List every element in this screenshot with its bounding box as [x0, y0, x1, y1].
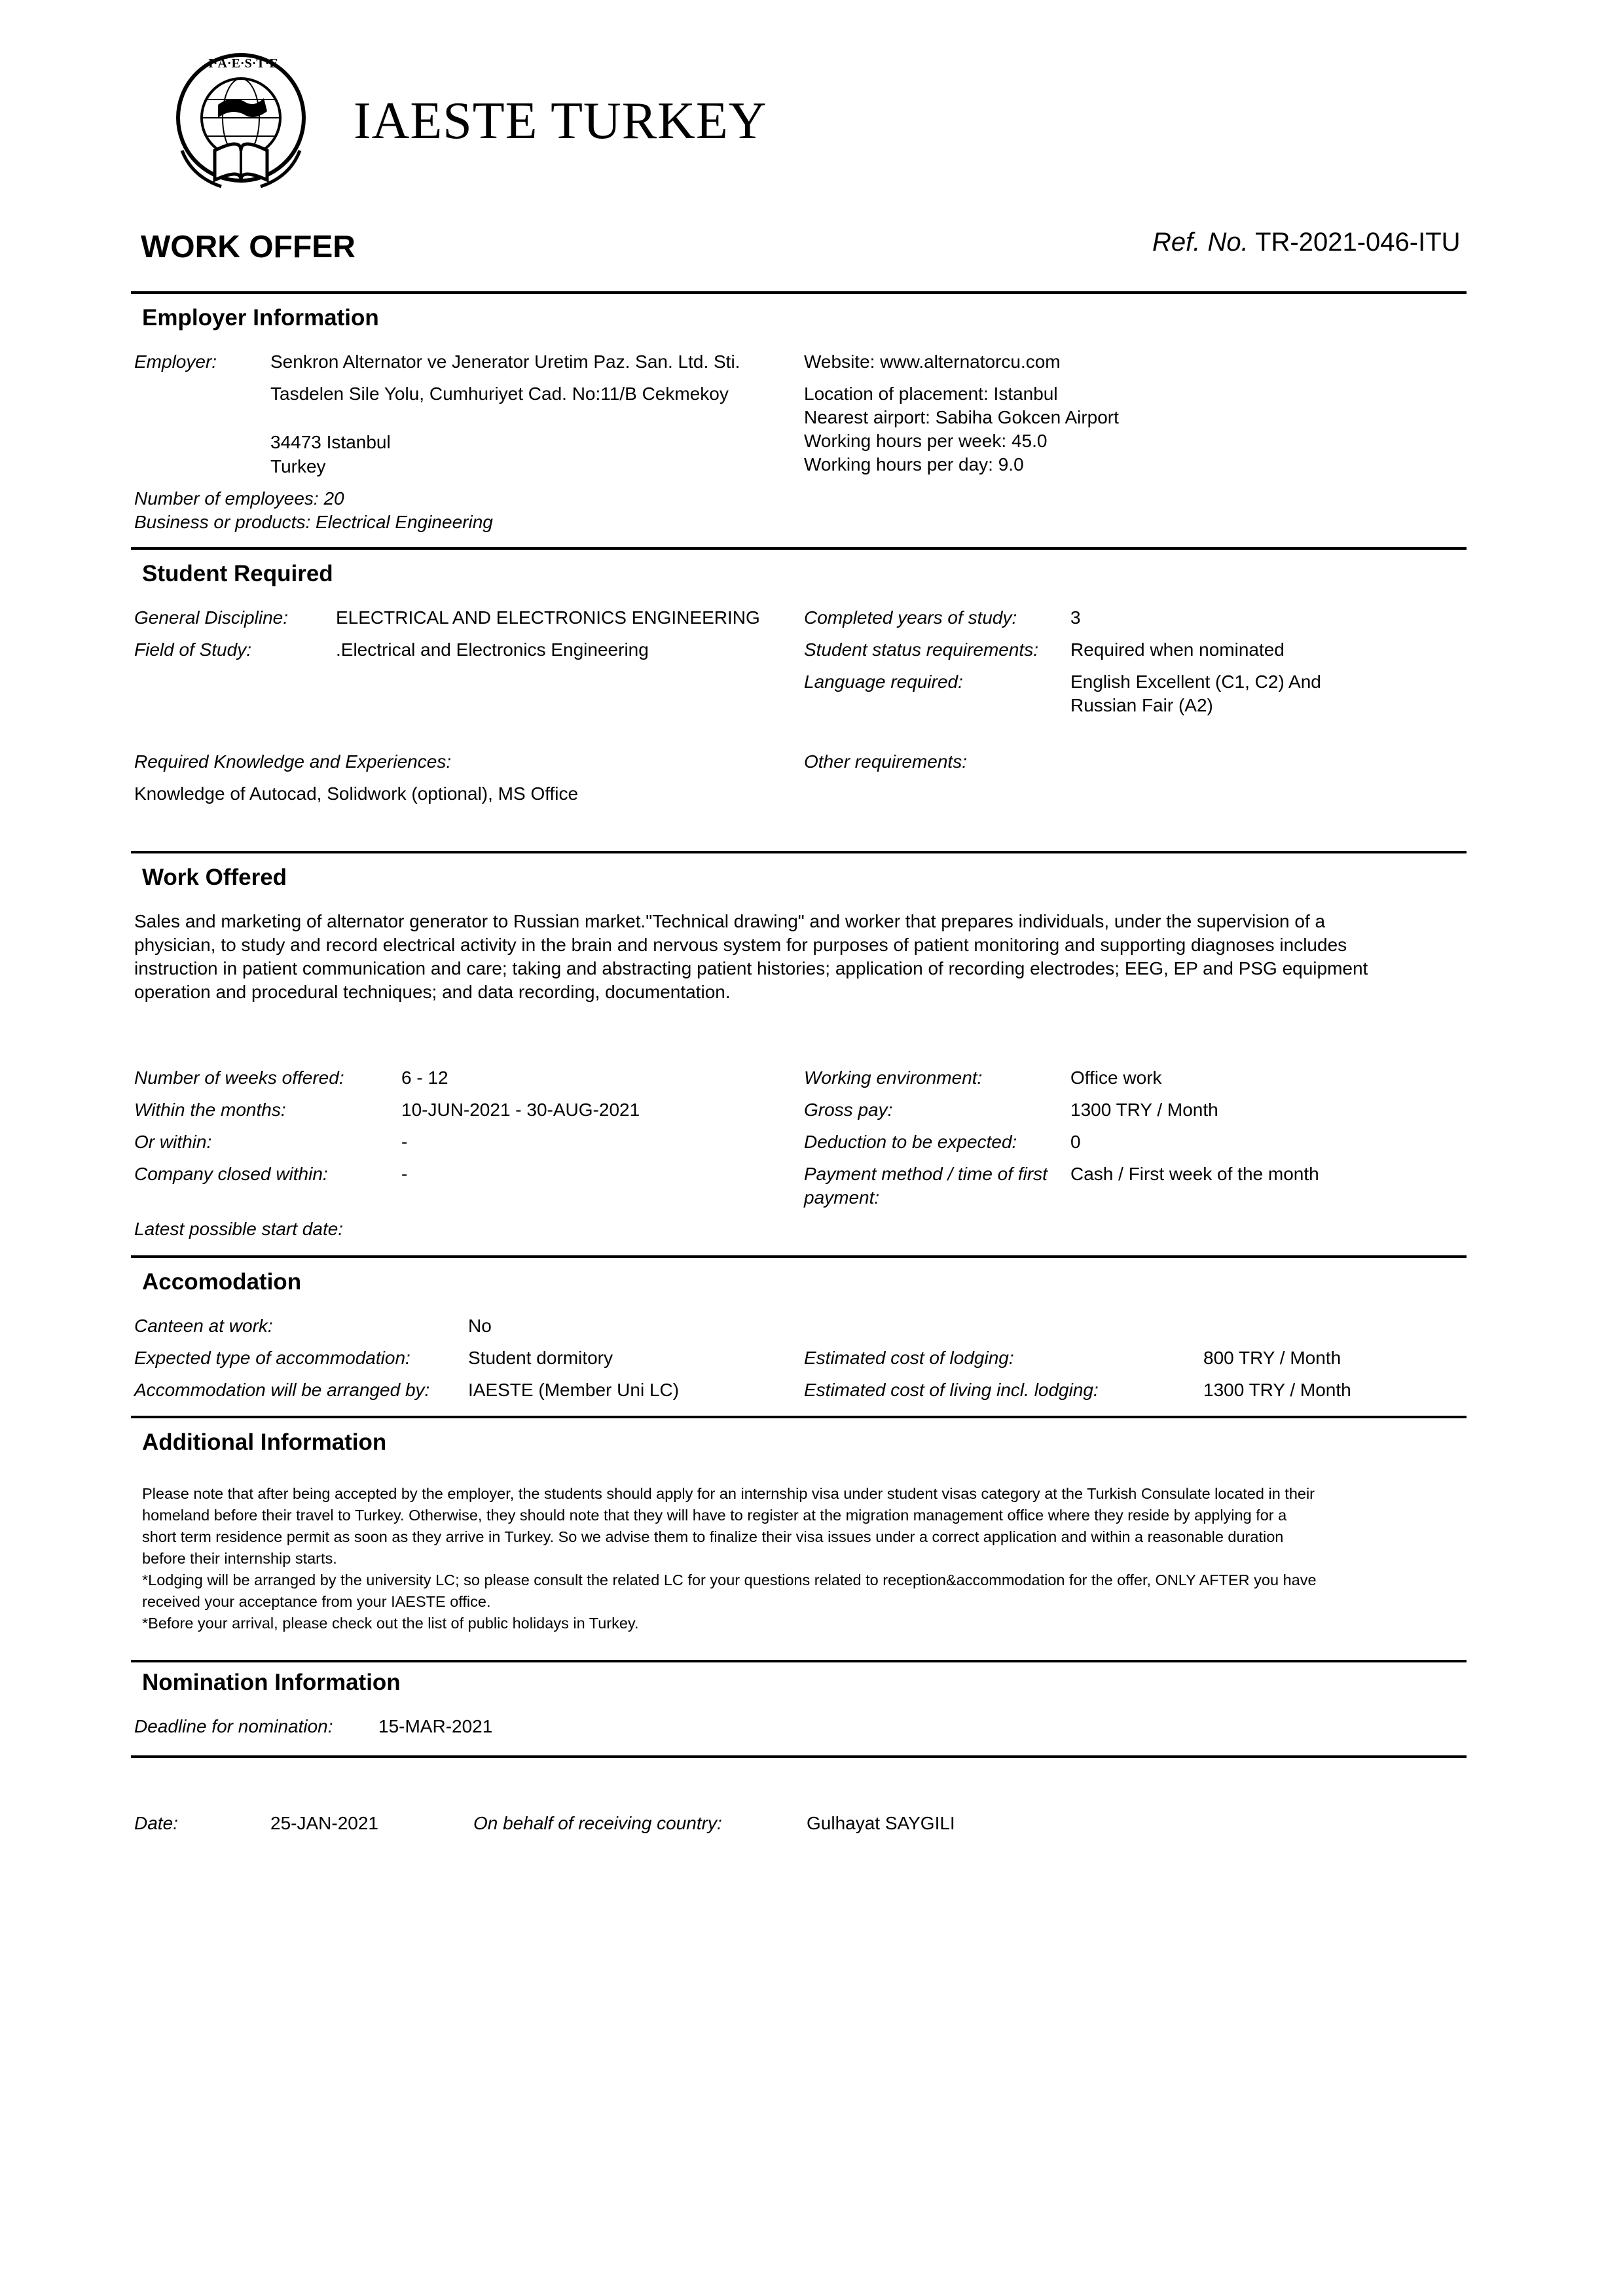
lodging-cost-label: Estimated cost of lodging: [804, 1348, 1014, 1368]
field-of-study-value: .Electrical and Electronics Engineering [336, 639, 649, 660]
nomination-deadline-value: 15-MAR-2021 [378, 1716, 493, 1736]
canteen-label: Canteen at work: [134, 1316, 273, 1336]
payment-method-label: Payment method / time of first [804, 1164, 1048, 1184]
completed-years-value: 3 [1070, 607, 1081, 628]
additional-text-line: *Lodging will be arranged by the university LC; so please consult the related LC for your questions related to reception&accommodation for the offer, ONLY AFTER you have [142, 1571, 1317, 1588]
completed-years-label: Completed years of study: [804, 607, 1017, 628]
living-cost-value: 1300 TRY / Month [1203, 1380, 1351, 1400]
general-discipline-label: General Discipline: [134, 607, 288, 628]
weeks-offered-value: 6 - 12 [401, 1067, 448, 1088]
accommodation-type-label: Expected type of accommodation: [134, 1348, 410, 1368]
employer-address-line: 34473 Istanbul [270, 432, 391, 452]
general-discipline-value: ELECTRICAL AND ELECTRONICS ENGINEERING [336, 607, 760, 628]
other-requirements-label: Other requirements: [804, 751, 967, 772]
work-description-line: operation and procedural techniques; and data recording, documentation. [134, 982, 731, 1002]
employer-heading: Employer Information [142, 305, 379, 331]
or-within-value: - [401, 1132, 408, 1152]
within-months-value: 10-JUN-2021 - 30-AUG-2021 [401, 1100, 640, 1120]
deduction-value: 0 [1070, 1132, 1081, 1152]
work-heading: Work Offered [142, 865, 287, 890]
knowledge-value: Knowledge of Autocad, Solidwork (optional), MS Office [134, 783, 579, 804]
latest-start-label: Latest possible start date: [134, 1219, 344, 1239]
student-heading: Student Required [142, 561, 333, 586]
behalf-label: On behalf of receiving country: [473, 1813, 722, 1833]
payment-method-value: Cash / First week of the month [1070, 1164, 1319, 1184]
additional-text-line: Please note that after being accepted by the employer, the students should apply for an internship visa under student visas category at the Turkish Consulate located in their [142, 1485, 1315, 1502]
globe-book-icon [169, 52, 313, 196]
divider [131, 291, 1467, 294]
date-value: 25-JAN-2021 [270, 1813, 378, 1833]
employer-name: Senkron Alternator ve Jenerator Uretim Paz. San. Ltd. Sti. [270, 351, 740, 372]
work-description-line: Sales and marketing of alternator generator to Russian market."Technical drawing" and worker that prepares individuals, under the supervision of a [134, 911, 1326, 931]
gross-pay-label: Gross pay: [804, 1100, 893, 1120]
work-description-line: instruction in patient communication and care; taking and abstracting patient histories; application of recording electrodes; EEG, EP and PSG equipment [134, 958, 1368, 978]
field-of-study-label: Field of Study: [134, 639, 251, 660]
working-hours-day: Working hours per day: 9.0 [804, 454, 1024, 475]
language-value: English Excellent (C1, C2) And [1070, 672, 1321, 692]
nomination-deadline-label: Deadline for nomination: [134, 1716, 333, 1736]
page-title: WORK OFFER [141, 230, 356, 264]
number-of-employees: Number of employees: 20 [134, 488, 344, 509]
arranged-by-label: Accommodation will be arranged by: [134, 1380, 430, 1400]
deduction-label: Deduction to be expected: [804, 1132, 1017, 1152]
placement-location: Location of placement: Istanbul [804, 384, 1058, 404]
student-status-label: Student status requirements: [804, 639, 1038, 660]
accommodation-type-value: Student dormitory [468, 1348, 613, 1368]
divider [131, 1416, 1467, 1418]
nearest-airport: Nearest airport: Sabiha Gokcen Airport [804, 407, 1119, 427]
lodging-cost-value: 800 TRY / Month [1203, 1348, 1341, 1368]
within-months-label: Within the months: [134, 1100, 286, 1120]
arranged-by-value: IAESTE (Member Uni LC) [468, 1380, 680, 1400]
working-environment-value: Office work [1070, 1067, 1162, 1088]
language-label: Language required: [804, 672, 963, 692]
additional-text-line: homeland before their travel to Turkey. Otherwise, they should note that they will have to register at the migration management office where they reside by applying for a [142, 1507, 1287, 1524]
living-cost-label: Estimated cost of living incl. lodging: [804, 1380, 1099, 1400]
additional-text-line: *Before your arrival, please check out the list of public holidays in Turkey. [142, 1615, 639, 1632]
divider [131, 1755, 1467, 1758]
additional-text-line: short term residence permit as soon as they arrive in Turkey. So we advise them to finalize their visa issues under a correct application and within a reasonable duration [142, 1528, 1284, 1545]
language-value: Russian Fair (A2) [1070, 695, 1213, 715]
divider [131, 851, 1467, 853]
canteen-value: No [468, 1316, 492, 1336]
weeks-offered-label: Number of weeks offered: [134, 1067, 344, 1088]
working-hours-week: Working hours per week: 45.0 [804, 431, 1048, 451]
company-closed-value: - [401, 1164, 408, 1184]
divider [131, 1660, 1467, 1662]
additional-text-line: received your acceptance from your IAESTE office. [142, 1593, 491, 1610]
working-environment-label: Working environment: [804, 1067, 983, 1088]
employer-address-line: Tasdelen Sile Yolu, Cumhuriyet Cad. No:11/B Cekmekoy [270, 384, 729, 404]
divider [131, 1255, 1467, 1258]
gross-pay-value: 1300 TRY / Month [1070, 1100, 1218, 1120]
nomination-heading: Nomination Information [142, 1670, 401, 1695]
student-status-value: Required when nominated [1070, 639, 1285, 660]
ref-label: Ref. No. [1152, 228, 1249, 257]
additional-text-line: before their internship starts. [142, 1550, 337, 1567]
employer-address-line: Turkey [270, 456, 326, 476]
or-within-label: Or within: [134, 1132, 212, 1152]
accommodation-heading: Accomodation [142, 1269, 302, 1295]
knowledge-label: Required Knowledge and Experiences: [134, 751, 452, 772]
ref-value: TR-2021-046-ITU [1255, 228, 1461, 257]
behalf-value: Gulhayat SAYGILI [807, 1813, 955, 1833]
brand-title: IAESTE TURKEY [354, 92, 767, 150]
reference-number [1152, 228, 1461, 257]
company-closed-label: Company closed within: [134, 1164, 328, 1184]
divider [131, 547, 1467, 550]
iaeste-logo [169, 52, 313, 196]
additional-heading: Additional Information [142, 1429, 387, 1455]
date-label: Date: [134, 1813, 178, 1833]
business-products: Business or products: Electrical Engineering [134, 512, 493, 532]
employer-label: Employer: [134, 351, 217, 372]
work-description-line: physician, to study and record electrical activity in the brain and nervous system for purposes of patient monitoring and supporting diagnoses includes [134, 935, 1347, 955]
logo-lettering: I·A·E·S·T·E [208, 56, 278, 71]
employer-website: Website: www.alternatorcu.com [804, 351, 1061, 372]
payment-method-label: payment: [804, 1187, 880, 1208]
